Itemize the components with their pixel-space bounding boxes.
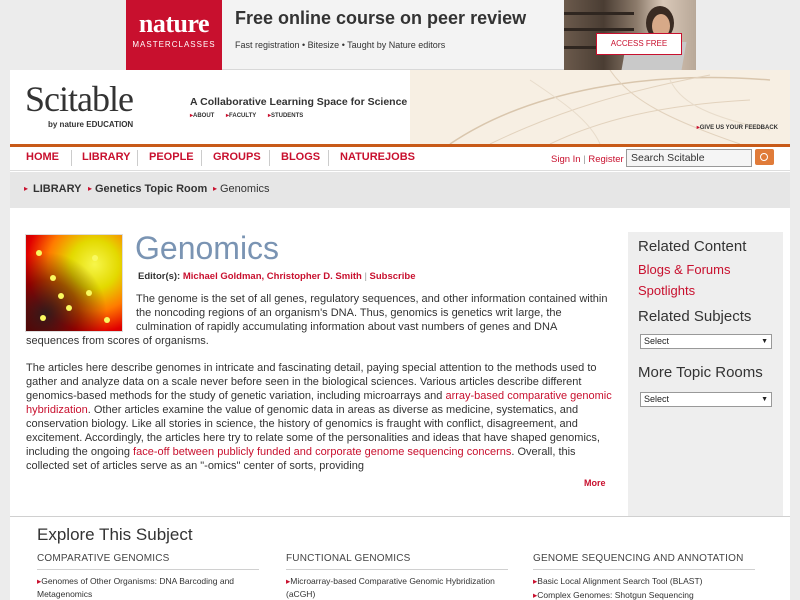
nav-groups[interactable]: GROUPS <box>213 151 261 163</box>
ad-logo-text: nature <box>138 9 210 38</box>
blogs-forums-link[interactable]: Blogs & Forums <box>638 262 731 277</box>
main-nav <box>10 144 790 171</box>
breadcrumb-library[interactable]: LIBRARY <box>33 183 82 195</box>
nav-home[interactable]: HOME <box>26 151 59 163</box>
feedback-link[interactable]: ▸ GIVE US YOUR FEEDBACK <box>697 124 778 131</box>
topic-rooms-select[interactable] <box>640 392 772 407</box>
column-heading-functional[interactable]: FUNCTIONAL GENOMICS <box>286 553 411 564</box>
editors-line: Editor(s): Michael Goldman, Christopher D. Smith | Subscribe <box>138 271 416 282</box>
breadcrumb-arrow-icon: ▸ <box>24 184 29 193</box>
explore-section <box>10 516 790 600</box>
nav-library[interactable]: LIBRARY <box>82 151 131 163</box>
faculty-link[interactable]: ▸ FACULTY <box>226 113 256 119</box>
register-link[interactable]: Register <box>588 154 624 165</box>
ad-subtitle: Fast registration • Bitesize • Taught by Nature editors <box>235 40 446 50</box>
header-sublinks <box>190 112 313 119</box>
related-content-heading: Related Content <box>638 238 747 255</box>
nav-blogs[interactable]: BLOGS <box>281 151 321 163</box>
explore-heading: Explore This Subject <box>37 525 193 544</box>
breadcrumb-arrow-icon: ▸ <box>213 184 218 193</box>
sign-in-link[interactable]: Sign In <box>551 154 581 165</box>
search-icon[interactable] <box>755 149 774 165</box>
body-paragraph: The articles here describe genomes in intricate and fascinating detail, paying special attention to the methods used to gather and analyze data on a scale never before seen in the biological sciences. Various articles describe different genomics-based methods for the study of genetic variation, including microarrays and array-based comparative genomic hybridization. Other articles examine the value of genomic data in areas as diverse as medicine, systematics, and conservation biology. Like all stories in science, the history of genomics is fraught with conflict, disagreement, and excitement. Accordingly, the articles here try to relate some of the personalities and ideas that have shaped genomics, including the ongoing face-off between publicly funded and corporate genome sequencing concerns. Overall, this collected set of articles serve as an "-omics" center of sorts, providing <box>26 362 612 472</box>
search-input[interactable] <box>626 149 752 167</box>
genomics-thumbnail <box>25 234 123 332</box>
select-value: Select <box>644 336 670 346</box>
list-item[interactable]: ▸ Genomes of Other Organisms: DNA Barcoding and Metagenomics <box>37 575 267 600</box>
ad-banner[interactable] <box>126 0 696 70</box>
auth-links: Sign In | Register <box>551 154 624 165</box>
list-item[interactable]: ▸ Microarray-based Comparative Genomic Hybridization (aCGH) <box>286 575 516 600</box>
scitable-logo[interactable]: Scitable <box>25 79 133 119</box>
more-link[interactable]: More <box>584 478 606 488</box>
access-free-button[interactable]: ACCESS FREE <box>596 33 682 55</box>
list-item[interactable]: ▸ Complex Genomes: Shotgun Sequencing <box>533 589 763 600</box>
list-item[interactable]: ▸ Basic Local Alignment Search Tool (BLAST) <box>533 575 763 588</box>
more-topic-rooms-heading: More Topic Rooms <box>638 364 763 381</box>
related-subjects-heading: Related Subjects <box>638 308 752 325</box>
page-title: Genomics <box>135 230 280 266</box>
subscribe-link[interactable]: Subscribe <box>369 271 416 282</box>
column-heading-sequencing[interactable]: GENOME SEQUENCING AND ANNOTATION <box>533 553 744 564</box>
site-header <box>10 70 790 144</box>
breadcrumb-genomics: Genomics <box>220 183 270 195</box>
ad-logo-subtext: MASTERCLASSES <box>132 40 216 49</box>
intro-paragraph-end: sequences from scores of organisms. <box>26 335 209 347</box>
dropdown-arrow-icon: ▼ <box>761 396 768 403</box>
breadcrumb-genetics-topic-room[interactable]: Genetics Topic Room <box>95 183 208 195</box>
intro-paragraph: The genome is the set of all genes, regulatory sequences, and other information contained within the noncoding regions of an organism's DNA. Thus, genomics is genetics writ large, the culmination of rapidly accumulating information about vast numbers of genes and DNA <box>136 293 608 333</box>
column-heading-comparative[interactable]: COMPARATIVE GENOMICS <box>37 553 170 564</box>
ad-title: Free online course on peer review <box>235 8 527 28</box>
breadcrumb-arrow-icon: ▸ <box>88 184 93 193</box>
sidebar <box>628 232 783 520</box>
nav-naturejobs[interactable]: NATUREJOBS <box>340 151 415 163</box>
ad-margin <box>696 0 800 70</box>
leaf-decoration <box>410 70 790 144</box>
students-link[interactable]: ▸ STUDENTS <box>268 113 303 119</box>
related-subjects-select[interactable] <box>640 334 772 349</box>
breadcrumb <box>10 172 790 208</box>
editors-names[interactable]: Michael Goldman, Christopher D. Smith <box>182 271 362 282</box>
spotlights-link[interactable]: Spotlights <box>638 283 696 298</box>
nature-masterclasses-logo <box>126 0 222 70</box>
nature-education-byline: by nature EDUCATION <box>48 120 134 129</box>
editors-label: Editor(s): <box>138 271 181 282</box>
sequencing-faceoff-link[interactable]: face-off between publicly funded and corporate genome sequencing concerns <box>133 446 512 458</box>
nav-people[interactable]: PEOPLE <box>149 151 194 163</box>
tagline: A Collaborative Learning Space for Science <box>190 96 408 108</box>
acgh-link[interactable]: array-based comparative genomic hybridization <box>26 390 612 416</box>
about-link[interactable]: ▸ ABOUT <box>190 113 214 119</box>
dropdown-arrow-icon: ▼ <box>761 338 768 345</box>
select-value: Select <box>644 394 670 404</box>
page <box>10 70 790 600</box>
